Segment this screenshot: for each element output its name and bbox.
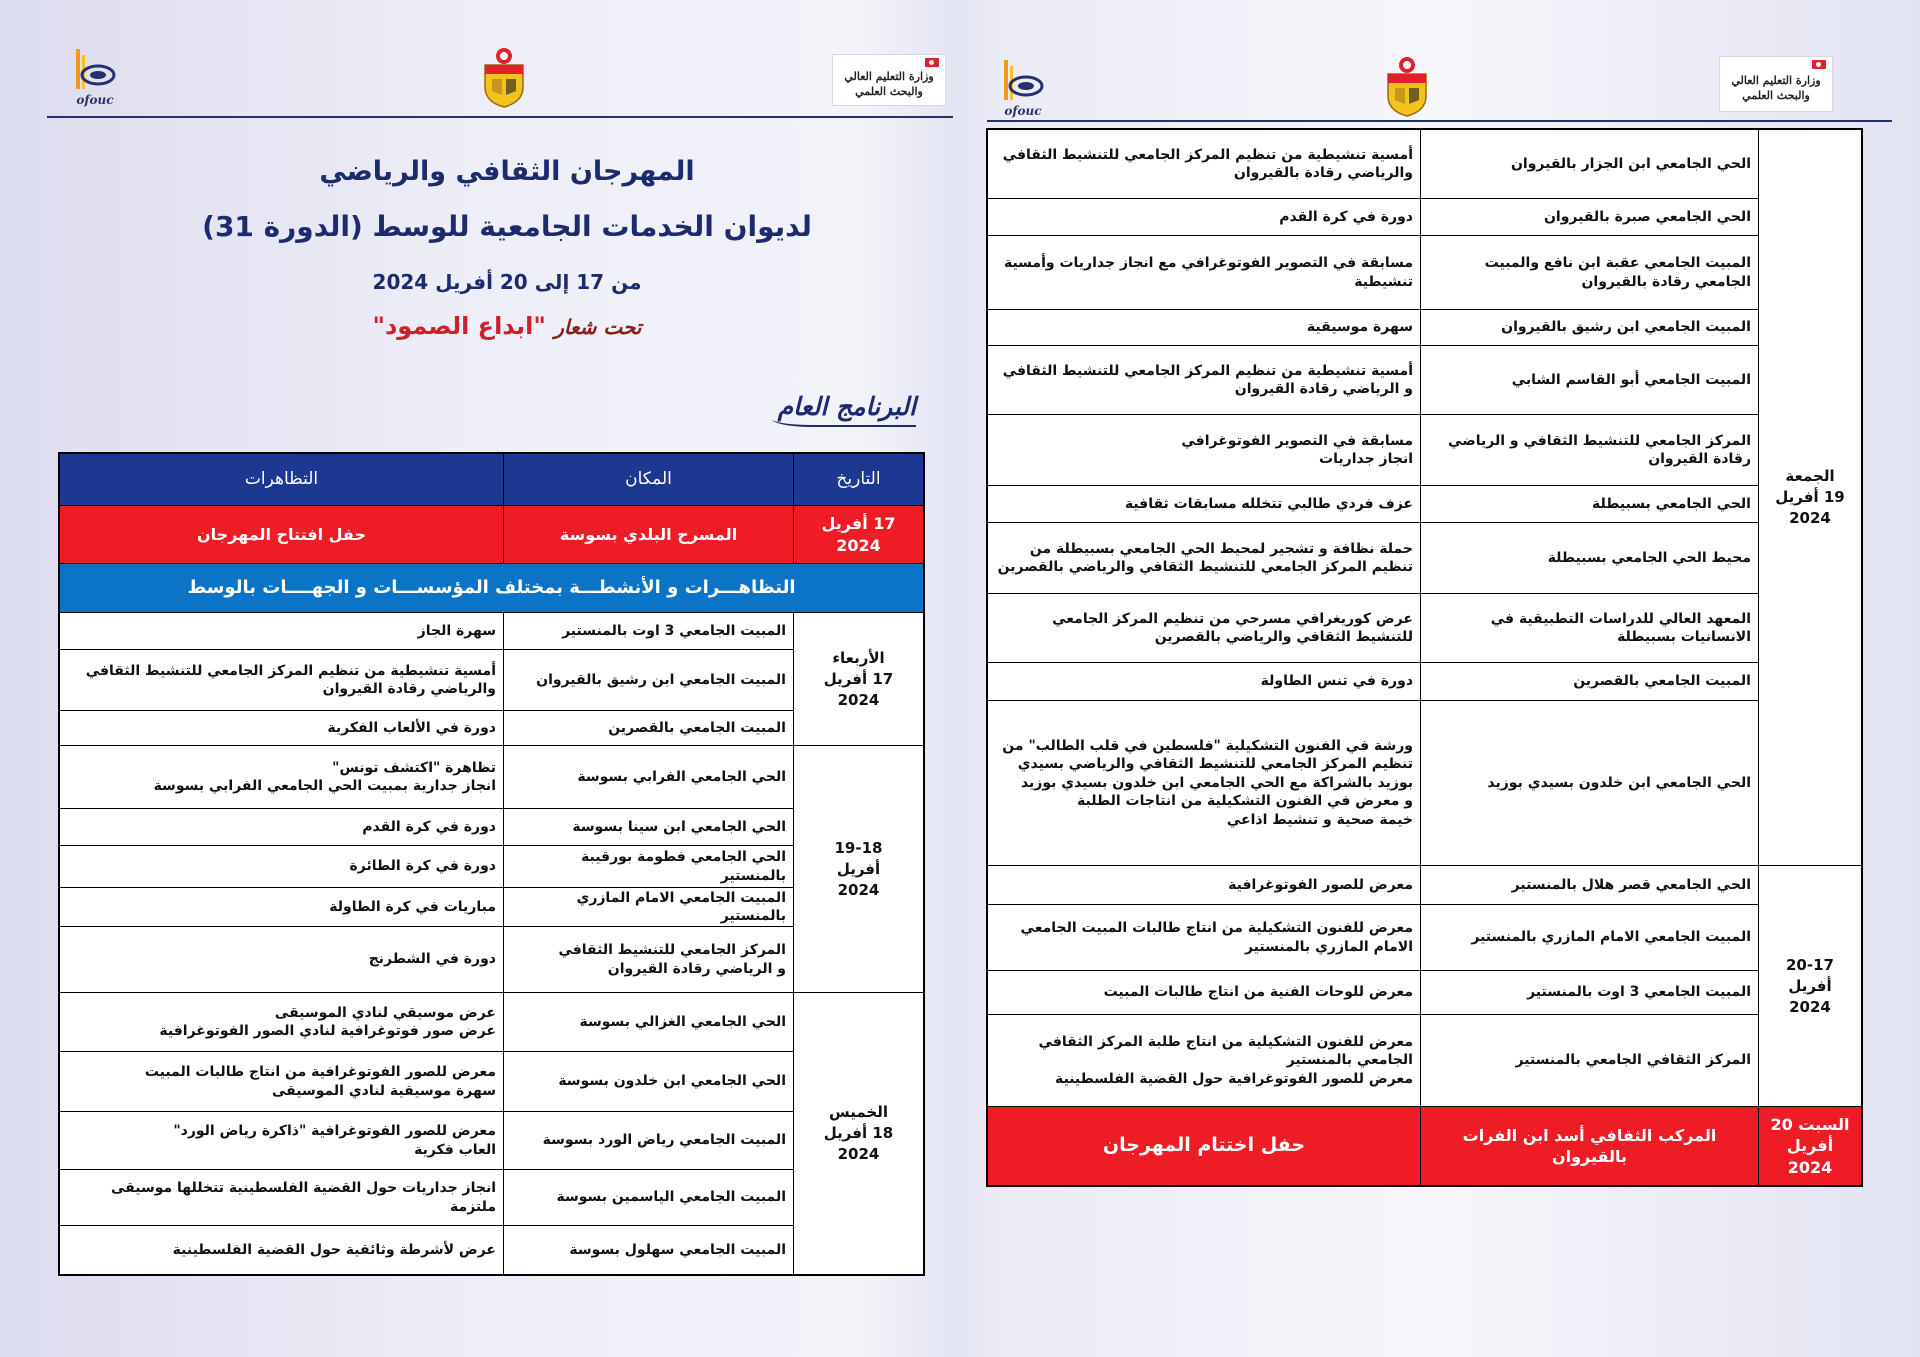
ministry-logo-line: وزارة التعليم العالي — [1731, 74, 1821, 87]
table-row-place — [1420, 865, 1758, 904]
table-row-place — [1420, 1014, 1758, 1106]
table-row-place — [1420, 345, 1758, 414]
table-row-place-text: المبيت الجامعي الامام المازري بالمنستير — [1471, 929, 1751, 946]
closing-place — [1420, 1106, 1758, 1185]
table-group-date-text: الأربعاء — [832, 648, 885, 667]
table-row-place — [1420, 235, 1758, 309]
table-row-place — [503, 710, 793, 745]
header-rule-left — [47, 116, 953, 118]
table-row-place-text: المبيت الجامعي ابن رشيق بالقيروان — [536, 671, 786, 688]
table-row-event-text: ورشة في الفنون التشكيلية "فلسطين في قلب الطالب" من تنظيم المركز الجامعي للتنشيط الثقافي والرياضي بسيدي بوزيد بالشراكة مع الحي الجامعي ابن خلدون بسيدي بوزيد — [1002, 737, 1413, 791]
column-header-place-text: المكان — [625, 469, 672, 490]
table-row-place-text: المعهد العالي للدراسات التطبيقية في الانسانيات بسبيطلة — [1490, 610, 1751, 645]
table-row-event — [987, 522, 1420, 593]
table-row-event — [59, 1169, 503, 1225]
table-row-event-text: حملة نظافة و تشجير لمحيط الحي الجامعي بسبيطلة من تنظيم المركز الجامعي للتنشيط الثقافي والرياضي بالقصرين — [997, 540, 1413, 575]
closing-event-text: حفل اختتام المهرجان — [1102, 1134, 1306, 1157]
column-header-events — [59, 453, 503, 505]
table-row-event-text: معرض للصور الفوتوغرافية — [1228, 876, 1413, 893]
table-row-event-text: عرض صور فوتوغرافية لنادي الصور الفوتوغرافية — [159, 1023, 496, 1039]
table-row-event-text: دورة في الألعاب الفكرية — [327, 719, 496, 736]
table-row-place-text: المبيت الجامعي بالقصرين — [1573, 673, 1751, 690]
table-row-place-text: المبيت الجامعي الامام المازري بالمنستير — [576, 889, 786, 924]
table-row-event-text: معرض للصور الفوتوغرافية من انتاج طالبات المبيت — [144, 1064, 496, 1081]
opening-event — [59, 505, 503, 563]
closing-date — [1758, 1106, 1861, 1185]
table-row-event-text: العاب فكرية — [414, 1141, 496, 1158]
table-row-place-text: الحي الجامعي ابن خلدون بسيدي بوزيد — [1487, 774, 1751, 791]
table-row-place — [503, 926, 793, 992]
table-group-date-text: 2024 — [837, 1145, 880, 1163]
table-row-event-text: معرض للوحات الفنية من انتاج طالبات المبيت — [1103, 984, 1413, 1001]
column-header-date-text: التاريخ — [836, 469, 881, 490]
table-row-place-text: الحي الجامعي الفرابي بسوسة — [577, 768, 786, 785]
table-row-event-text: و معرض في الفنون التشكيلية من انتاجات الطلبة — [1077, 793, 1413, 810]
column-header-date — [793, 453, 923, 505]
table-row-event-text: دورة في الشطرنج — [368, 951, 496, 968]
table-row-event-text: معرض للفنون التشكيلية من انتاج طالبات المبيت الجامعي الامام المازري بالمنستير — [1020, 920, 1413, 955]
table-group-date — [1758, 865, 1861, 1106]
table-row-event-text: سهرة موسيقية — [1306, 319, 1413, 336]
table-row-event — [987, 485, 1420, 522]
ministry-logo-left — [832, 54, 946, 106]
table-row-place — [503, 1111, 793, 1169]
table-row-place — [503, 1225, 793, 1274]
table-row-event — [59, 1225, 503, 1274]
table-row-place-text: المركز الثقافي الجامعي بالمنستير — [1515, 1052, 1751, 1069]
table-row-event-text: انجاز جداريات حول القضية الفلسطينية تتخللها موسيقى ملتزمة — [111, 1180, 496, 1215]
table-row-place-text: المبيت الجامعي الياسمين بسوسة — [556, 1189, 786, 1206]
table-row-event — [59, 710, 503, 745]
table-row-place-text: الحي الجامعي ابن خلدون بسوسة — [558, 1073, 786, 1090]
activities-banner — [59, 563, 923, 612]
ministry-logo-line: والبحث العلمي — [1742, 89, 1810, 102]
table-group-date — [793, 992, 923, 1274]
table-row-event-text: معرض للفنون التشكيلية من انتاج طلبة المركز الثقافي الجامعي بالمنستير — [1038, 1033, 1413, 1069]
table-row-event — [987, 865, 1420, 904]
table-row-place-text: الحي الجامعي قصر هلال بالمنستير — [1511, 876, 1751, 893]
ministry-logo-right — [1719, 56, 1833, 112]
festival-title: المهرجان الثقافي والرياضي — [319, 156, 695, 187]
table-row-place — [503, 1169, 793, 1225]
table-row-event — [987, 235, 1420, 309]
table-group-date — [1758, 129, 1861, 865]
table-row-event-text: معرض للصور الفوتوغرافية حول القضية الفلسطينية — [1055, 1070, 1413, 1087]
table-group-date-text: 19-18 — [834, 838, 883, 857]
table-row-place-text: المبيت الجامعي عقبة ابن نافع والمبيت الجامعي رقادة بالقيروان — [1484, 255, 1751, 290]
slogan-quote: "ابداع الصمود" — [372, 312, 546, 340]
festival-dates: من 17 إلى 20 أفريل 2024 — [372, 270, 642, 294]
table-group-date-text: 2024 — [1789, 509, 1831, 527]
tunisia-emblem-left — [480, 47, 528, 109]
table-row-place-text: الحي الجامعي ابن سينا بسوسة — [572, 818, 786, 835]
table-row-event — [59, 808, 503, 845]
table-group-date-text: 2024 — [1789, 997, 1831, 1016]
table-row-place — [1420, 129, 1758, 198]
table-row-event — [59, 649, 503, 710]
table-row-place — [1420, 700, 1758, 865]
closing-place-text: المركب الثقافي أسد ابن الفرات بالقيروان — [1462, 1125, 1717, 1166]
activities-banner-text: التظاهـــرات و الأنشطـــة بمختلف المؤسســـات و الجهــــات بالوسط — [187, 577, 796, 599]
coat-of-arms-icon — [480, 47, 528, 109]
ofouc-logo-icon — [70, 47, 120, 93]
table-row-event — [987, 345, 1420, 414]
table-row-event — [987, 662, 1420, 700]
table-row-place-text: محيط الحي الجامعي بسبيطلة — [1547, 549, 1751, 566]
table-row-event — [987, 970, 1420, 1014]
tunisia-flag-icon — [1812, 60, 1826, 69]
table-row-event — [987, 1014, 1420, 1106]
table-row-place — [1420, 970, 1758, 1014]
ofouc-logo-left — [70, 47, 120, 107]
table-row-event — [59, 1111, 503, 1169]
table-row-place — [503, 887, 793, 926]
table-row-place-text: المبيت الجامعي أبو القاسم الشابي — [1511, 371, 1751, 388]
table-row-event — [59, 745, 503, 808]
table-row-event — [987, 129, 1420, 198]
opening-event-text: حفل افتتاح المهرجان — [197, 524, 366, 544]
table-row-event-text: انجاز جدارية بمبيت الحي الجامعي الفرابي بسوسة — [153, 778, 496, 794]
table-row-event-text: مسابقة في التصوير الفوتوغرافي — [1181, 432, 1413, 449]
ofouc-logo-text: ofouc — [76, 93, 114, 107]
ofouc-logo-icon — [998, 58, 1048, 104]
table-row-place-text: و الرياضي رقادة القيروان — [607, 960, 786, 977]
table-row-event — [59, 1051, 503, 1111]
table-group-date — [793, 612, 923, 745]
table-row-event-text: سهرة موسيقية لنادي الموسيقى — [272, 1082, 496, 1099]
table-row-place-text: الحي الجامعي صبرة بالقيروان — [1543, 208, 1751, 225]
slogan-prefix: تحت شعار — [554, 315, 642, 339]
table-row-place — [1420, 485, 1758, 522]
table-row-event — [987, 904, 1420, 970]
tunisia-flag-icon — [925, 58, 939, 67]
table-row-event — [987, 414, 1420, 485]
table-row-place-text: الحي الجامعي فطومة بورقيبة بالمنستير — [581, 849, 786, 884]
table-row-place-text: الحي الجامعي ابن الجزار بالقيروان — [1510, 155, 1751, 172]
table-row-event-text: أمسية تنشيطية من تنظيم المركز الجامعي للتنشيط الثقافي والرياضي رقادة القيروان — [85, 662, 496, 697]
table-row-event — [987, 700, 1420, 865]
ministry-logo-line: وزارة التعليم العالي — [844, 70, 934, 83]
table-row-event — [987, 198, 1420, 235]
table-row-place-text: المبيت الجامعي ابن رشيق بالقيروان — [1501, 319, 1751, 336]
table-group-date-text: 2024 — [837, 690, 880, 709]
table-row-event-text: عزف فردي طالبي تتخلله مسابقات ثقافية — [1124, 495, 1413, 512]
program-table-right — [987, 129, 1862, 1186]
table-row-event-text: عرض موسيقي لنادي الموسيقى — [274, 1004, 496, 1021]
table-group-date-text: 18 أفريل — [823, 1124, 894, 1142]
table-row-event — [59, 992, 503, 1051]
table-row-place-text: المبيت الجامعي 3 اوت بالمنستير — [1527, 984, 1751, 1001]
table-row-event-text: انجاز جداريات — [1319, 451, 1413, 467]
table-row-event-text: دورة في كرة القدم — [1279, 208, 1413, 225]
table-group-date — [793, 745, 923, 992]
column-header-events-text: التظاهرات — [244, 469, 319, 490]
table-row-event — [59, 845, 503, 887]
table-group-date-text: 2024 — [837, 880, 880, 899]
opening-date-text: 17 أفريل 2024 — [821, 514, 896, 555]
table-group-date-text: 19 أفريل — [1775, 488, 1845, 506]
table-row-event — [59, 926, 503, 992]
table-group-date-text: 20-17 أفريل — [1786, 955, 1834, 995]
table-row-event-text: سهرة الجاز — [417, 622, 496, 639]
table-row-event-text: معرض للصور الفوتوغرافية "ذاكرة رياض الورد" — [173, 1123, 496, 1140]
festival-slogan — [57, 312, 957, 340]
festival-subtitle: لديوان الخدمات الجامعية للوسط (الدورة 31) — [202, 210, 812, 243]
table-row-event-text: أمسية تنشيطية من تنظيم المركز الجامعي للتنشيط الثقافي والرياضي رقادة بالقيروان — [1002, 146, 1413, 181]
table-row-event — [59, 887, 503, 926]
ministry-logo-line: والبحث العلمي — [855, 85, 923, 98]
table-row-place — [503, 745, 793, 808]
table-row-place — [1420, 662, 1758, 700]
program-heading: البرنامج العام — [772, 392, 916, 427]
table-row-event-text: مباريات في كرة الطاولة — [329, 898, 496, 915]
table-row-event-text: دورة في كرة الطائرة — [349, 858, 496, 875]
table-row-event-text: دورة في تنس الطاولة — [1260, 673, 1413, 690]
table-row-place — [1420, 309, 1758, 345]
table-row-place — [503, 992, 793, 1051]
opening-place-text: المسرح البلدي بسوسة — [559, 524, 738, 544]
table-group-date-text: 17 أفريل — [823, 669, 894, 688]
table-row-place — [503, 612, 793, 649]
table-row-place-text: الحي الجامعي الغزالي بسوسة — [579, 1013, 786, 1030]
table-row-place-text: المركز الجامعي للتنشيط الثقافي و الرياضي رقادة القيروان — [1448, 432, 1751, 467]
table-group-date-text: أفريل — [836, 859, 881, 878]
table-row-place — [503, 1051, 793, 1111]
closing-date-text: السبت 20 — [1770, 1115, 1850, 1135]
table-row-place-text: المبيت الجامعي بالقصرين — [608, 719, 786, 736]
table-row-place-text: المبيت الجامعي سهلول بسوسة — [569, 1241, 786, 1258]
table-row-place — [1420, 522, 1758, 593]
table-row-place — [1420, 593, 1758, 662]
coat-of-arms-icon — [1383, 56, 1431, 118]
table-row-event-text: تظاهرة "اكتشف تونس" — [332, 759, 496, 776]
table-group-date-text: الخميس — [829, 1103, 888, 1121]
column-header-place — [503, 453, 793, 505]
table-row-place — [503, 845, 793, 887]
header-rule-right — [987, 120, 1892, 122]
program-table-left — [59, 453, 924, 1275]
closing-date-text: أفريل 2024 — [1786, 1136, 1834, 1177]
table-row-place — [503, 808, 793, 845]
table-row-place — [1420, 414, 1758, 485]
table-row-place-text: المبيت الجامعي رياض الورد بسوسة — [542, 1132, 786, 1149]
table-row-place — [1420, 198, 1758, 235]
table-row-place-text: المبيت الجامعي 3 اوت بالمنستير — [562, 622, 786, 639]
table-row-place-text: المركز الجامعي للتنشيط الثقافي — [558, 942, 786, 959]
closing-event — [987, 1106, 1420, 1185]
opening-place — [503, 505, 793, 563]
table-row-event — [987, 593, 1420, 662]
table-row-place-text: الحي الجامعي بسبيطلة — [1592, 495, 1751, 512]
table-row-event-text: أمسية تنشيطية من تنظيم المركز الجامعي للتنشيط الثقافي و الرياضي رقادة القيروان — [1002, 362, 1413, 397]
ofouc-logo-right — [998, 58, 1048, 118]
table-row-event-text: دورة في كرة القدم — [362, 818, 496, 835]
table-group-date-text: الجمعة — [1785, 467, 1835, 485]
table-row-event-text: عرض لأشرطة وثائقية حول القضية الفلسطينية — [172, 1241, 496, 1258]
ofouc-logo-text: ofouc — [1004, 104, 1042, 118]
table-row-event — [59, 612, 503, 649]
tunisia-emblem-right — [1383, 56, 1431, 118]
table-row-place — [503, 649, 793, 710]
opening-date — [793, 505, 923, 563]
table-row-event-text: عرض كوريغرافي مسرحي من تنظيم المركز الجامعي للتنشيط الثقافي والرياضي بالقصرين — [1052, 610, 1413, 645]
table-row-event-text: مسابقة في التصوير الفوتوغرافي مع انجاز جداريات وأمسية تنشيطية — [1003, 255, 1413, 290]
table-row-event — [987, 309, 1420, 345]
table-row-event-text: خيمة صحية و تنشيط اذاعي — [1226, 811, 1413, 828]
table-row-place — [1420, 904, 1758, 970]
